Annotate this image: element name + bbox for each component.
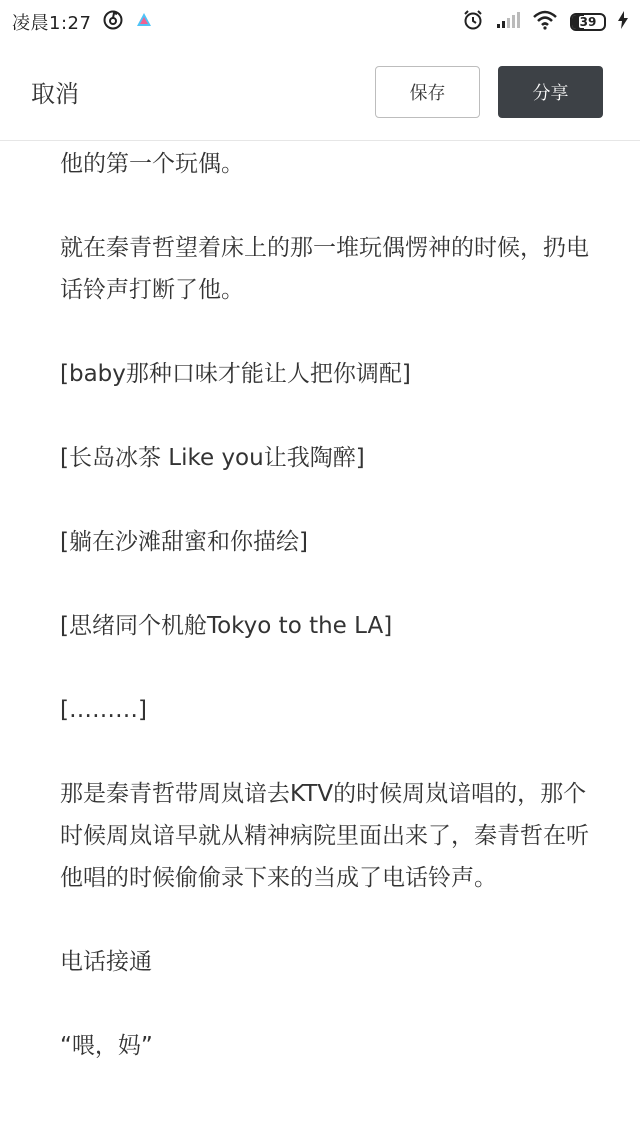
share-button[interactable]: 分享 bbox=[498, 66, 603, 118]
paragraph: [baby那种口味才能让人把你调配] bbox=[60, 361, 411, 387]
status-bar bbox=[0, 0, 640, 44]
app-logo-icon bbox=[135, 11, 153, 34]
paragraph: [长岛冰茶 Like you让我陶醉] bbox=[60, 445, 365, 471]
editor-toolbar bbox=[0, 44, 640, 141]
status-time: 凌晨1:27 bbox=[12, 13, 92, 34]
netease-music-icon bbox=[103, 10, 123, 35]
battery-level: 39 bbox=[579, 15, 597, 29]
paragraph: 就在秦青哲望着床上的那一堆玩偶愣神的时候，扔电话铃声打断了他。 bbox=[60, 235, 589, 303]
paragraph: [………] bbox=[60, 697, 147, 723]
battery-body bbox=[570, 13, 606, 31]
save-button[interactable]: 保存 bbox=[375, 66, 480, 118]
paragraph: 电话接通 bbox=[60, 949, 152, 975]
paragraph: “喂，妈” bbox=[60, 1033, 153, 1059]
paragraph: [躺在沙滩甜蜜和你描绘] bbox=[60, 529, 308, 555]
article-content bbox=[60, 141, 590, 1067]
charging-icon bbox=[618, 11, 628, 34]
alarm-icon bbox=[462, 9, 484, 36]
paragraph: 那是秦青哲带周岚谙去KTV的时候周岚谙唱的，那个时候周岚谙早就从精神病院里面出来了，秦青哲在听他唱的时候偷偷录下来的当成了电话铃声。 bbox=[60, 781, 589, 891]
status-left bbox=[12, 9, 153, 35]
cancel-button[interactable]: 取消 bbox=[31, 80, 79, 108]
paragraph: 他的第一个玩偶。 bbox=[60, 151, 244, 177]
signal-icon bbox=[496, 11, 520, 34]
paragraph: [思绪同个机舱Tokyo to the LA] bbox=[60, 613, 393, 639]
wifi-icon bbox=[532, 10, 558, 35]
status-right bbox=[462, 9, 628, 36]
battery-icon bbox=[570, 13, 606, 31]
